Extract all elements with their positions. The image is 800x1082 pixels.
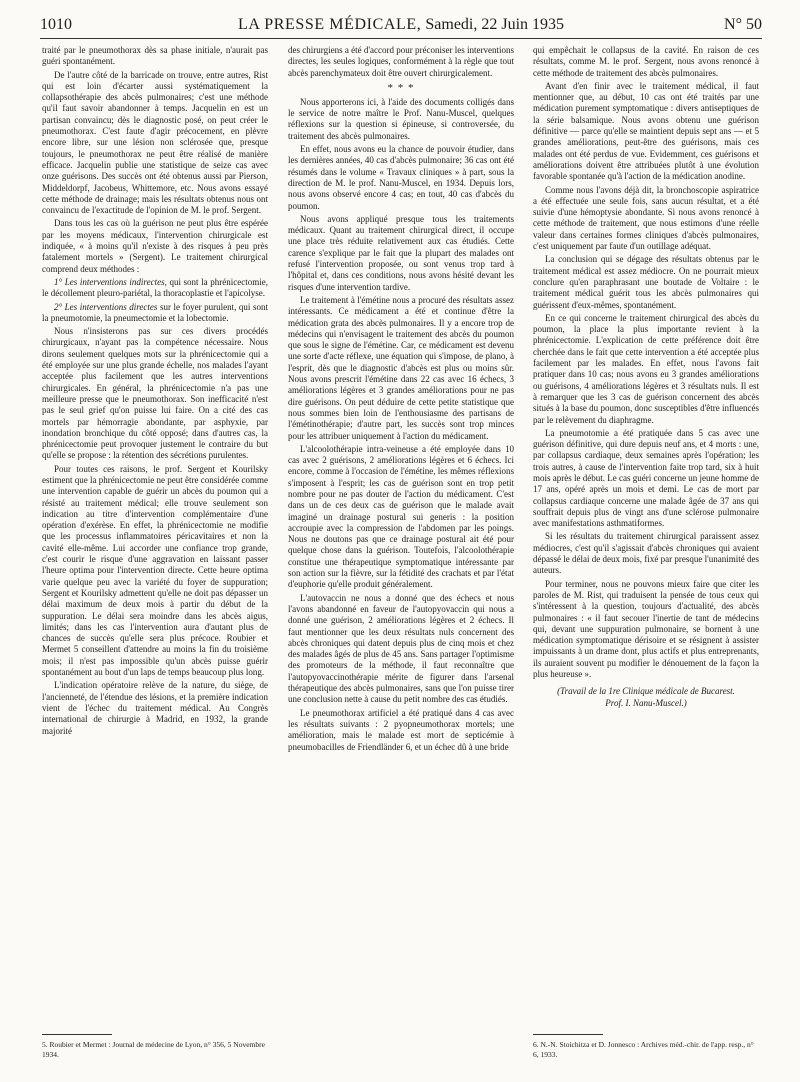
paragraph: Pour terminer, nous ne pouvons mieux faire que citer les paroles de M. Rist, qui traduisent la pensée de tous ceux qui s'intéressent à la question, toujours d'actualité, des abcès pulmonaires : « il faut secouer l'inertie de tant de médecins qui, devant une suppuration pulmonaire, se bornent à une médication symptomatique dérisoire et se résignent à assister impuissants à un drame dont, plus actifs et plus entreprenants, ils auraient souvent pu modifier le dénouement de la façon la plus heureuse ». [533, 578, 759, 680]
paragraph: En ce qui concerne le traitement chirurgical des abcès du poumon, la place la plus importante revient à la phrénicectomie. L'explication de cette préférence doit être cherchée dans le fait que cette intervention a été acceptée plus facilement par les malades. En effet, nous l'avons fait pratiquer dans 10 cas; nous avons eu 3 grandes améliorations ou guérisons, 4 améliorations légères et 3 résultats nuls. Il est à remarquer que les 3 cas de guérison concernent des abcès situés à la base du poumon, donc susceptibles d'être influencés par le relèvement du diaphragme. [533, 312, 759, 425]
paragraph: En effet, nous avons eu la chance de pouvoir étudier, dans les dernières années, 40 cas d'abcès pulmonaire; 36 cas ont été résumés dans le volume « Travaux cliniques » à part, sous la direction de M. le prof. Nanu-Muscel, en 1934. Depuis lors, nous avons observé encore 4 cas; en tout, 40 cas d'abcès du poumon. [288, 144, 514, 211]
paragraph: traité par le pneumothorax dès sa phase initiale, n'aurait pas guéri spontanément. [42, 45, 268, 67]
page-header [40, 14, 762, 36]
paragraph: L'indication opératoire relève de la nature, du siège, de l'ancienneté, de l'étendue des lésions, et la première indication vient de l'échec du traitement médical. Au Congrès international de chirurgie à Madrid, en 1932, la grande majorité [42, 680, 268, 736]
section-separator: * * * [387, 81, 415, 94]
paragraph: Si les résultats du traitement chirurgical paraissent assez médiocres, c'est qu'il s'agissait d'abcès chroniques qui avaient dépassé le délai de deux mois, fixé par presque l'unanimité des auteurs. [533, 531, 759, 576]
paragraph: Nous apporterons ici, à l'aide des documents colligés dans le service de notre maître le Prof. Nanu-Muscel, quelques réflexions sur la question si épineuse, si controversée, du traitement des abcès pulmonaires. [288, 96, 514, 141]
paragraph: La conclusion qui se dégage des résultats obtenus par le traitement médical est assez médiocre. On ne pourrait mieux conclure qu'en paraphrasant une boutade de Voltaire : le traitement médical guérit tous les abcès pulmonaires qui guérissent d'eux-mêmes, spontanément. [533, 254, 759, 310]
column-left [42, 45, 268, 739]
paragraph: Dans tous les cas où la guérison ne peut plus être espérée par les moyens médicaux, l'intervention chirurgicale est indiquée, « à moins qu'il n'existe à des risques à peu près fatalement mortels » (Sergent). Le traitement chirurgical comprend deux méthodes : [42, 218, 268, 274]
paragraph: Comme nous l'avons déjà dit, la bronchoscopie aspiratrice a été effectuée une seule fois, sans aucun résultat, et a été suivie d'une hémoptysie abondante. Si nous avons renoncé à cette méthode de traitement, que nous estimons d'une réelle valeur dans certaines formes cliniques d'abcès pulmonaires, c'est uniquement par faute d'un outillage adéquat. [533, 184, 759, 252]
footnote-6: 6. N.-N. Stoichitza et D. Jonnesco : Archives méd.-chir. de l'app. resp., n° 6, 1933. [533, 1040, 754, 1059]
paragraph: De l'autre côté de la barricade on trouve, entre autres, Rist qui est loin d'écarter aussi systématiquement la collapsothérapie des abcès pulmonaires; c'est une méthode qu'il faut savoir abandonner à temps. Jacquelin en est un partisan convaincu; dès le diagnostic posé, on peut créer le pneumothorax. C'est faute d'agir précocement, en plèvre encore libre, sur une lésion non sclérosée que, presque toujours, le pneumothorax ne peut être réalisé de manière efficace. Jacquelin publie une statistique de seize cas avec onze guérisons. Des succès ont été obtenus aussi par Pierson, Middeldorpf, Jacobeus, Whittemore, etc. Nous avons essayé cette méthode de drainage; mais les résultats obtenus nous ont convaincu de l'exactitude de l'opinion de M. le prof. Sergent. [42, 69, 268, 216]
column-right [533, 45, 759, 711]
header-rule [40, 38, 762, 39]
paragraph: Avant d'en finir avec le traitement médical, il faut mentionner que, au début, 10 cas ont été traités par une médication purement symptomatique : divers antiseptiques de la série balsamique. Nous avons obtenu une guérison définitive — parce qu'elle se maintient depuis sept ans — et 5 grandes améliorations, peut-être des guérisons, mais ces malades ont été perdus de vue. Evidemment, ces guérisons et améliorations doivent être attribuées plutôt à une évolution favorable spontanée qu'à l'action de la médication anodine. [533, 80, 759, 182]
paragraph: La pneumotomie a été pratiquée dans 5 cas avec une guérison définitive, qui dure depuis neuf ans, et 4 morts : une, par collapsus cardiaque, deux semaines après l'opération; les trois autres, à cause de l'intervention faite trop tard, six à huit mois après le début. Le cas guéri concerne un jeune homme de 17 ans, opéré après un mois et demi. Le cas de mort par collapsus cardiaque concerne une malade âgée de 37 ans qui souffrait depuis plus de vingt ans d'une sclérose pulmonaire avec manifestations asthmatiformes. [533, 427, 759, 529]
issue-number: N° 50 [724, 16, 762, 33]
issue-date: Samedi, 22 Juin 1935 [425, 16, 565, 33]
paragraph: Le pneumothorax artificiel a été pratiqué dans 4 cas avec les résultats suivants : 2 pyopneumothorax mortels; une amélioration, mais le malade est mort de septicémie à pneumobacilles de Friendländer 6, et un échec dû à une bride [288, 707, 514, 752]
page-number: 1010 [40, 16, 72, 33]
signature-affiliation: (Travail de la 1re Clinique médicale de Bucarest. [557, 686, 735, 697]
page-title [40, 14, 762, 36]
footnote-rule [42, 1034, 112, 1035]
footnote-5: 5. Roubier et Mermet : Journal de médecine de Lyon, n° 356, 5 Novembre 1934. [42, 1040, 265, 1059]
list-item-text: qui sont la phrénicectomie, le décollement pleuro-pariétal, la thoracoplastie et l'apicolyse. [42, 276, 268, 299]
list-item-title: 2° Les interventions directes [54, 301, 158, 312]
paragraph: Pour toutes ces raisons, le prof. Sergent et Kourilsky estiment que la phrénicectomie ne peut être considérée comme une intervention capable de guérir un abcès du poumon qui a résisté au traitement médical; elle trouve seulement son indication au titre d'intervention complémentaire d'une opération d'exérèse. En effet, la phrénicectomie ne modifie que les processus inflammatoires péricavitaires et non la cavité elle-même. Lui accorder une confiance trop grande, c'est courir le risque d'une aggravation en laissant passer l'heure optima pour l'intervention directe. Cette heure optima varie quelque peu avec la variété du foyer de suppuration; Sergent et Kourilsky admettent qu'elle ne doit pas dépasser un délai maximum de deux mois à partir du début de la suppuration. Le délai sera moindre dans les abcès aigus, limités; dans les cas l'intervention aura d'autant plus de chances de succès qu'elle sera plus précoce. Roubier et Mermet 5 conseillent d'attendre au moins la fin du troisième mois; il n'est pas impossible qu'un abcès puisse guérir spontanément au bout d'un laps de temps beaucoup plus long. [42, 463, 268, 678]
list-item [42, 277, 268, 300]
paragraph: des chirurgiens a été d'accord pour préconiser les interventions directes, les seules logiques, conformément à la règle que tout abcès parenchymateux doit être ouvert chirurgicalement. [288, 45, 514, 78]
signature-block [533, 686, 759, 709]
signature-author: Prof. I. Nanu-Muscel.) [605, 697, 687, 708]
list-item-text: sur le foyer purulent, qui sont la pneumotomie, la pneumectomie et la lobectomie. [42, 301, 268, 323]
journal-name: LA PRESSE MÉDICALE, [237, 16, 422, 33]
list-item-title: 1° Les interventions indirectes, [54, 276, 167, 287]
paragraph: Nous avons appliqué presque tous les traitements médicaux. Quant au traitement chirurgical direct, il occupe une place très réduite relativement aux cas étudiés. Cette carence s'explique par le fait que la plupart des malades ont refusé l'intervention proposée, ou sont venus trop tard à l'hôpital et, dans ces conditions, nous avons hésité devant les risques d'une intervention tardive. [288, 213, 514, 292]
column-middle [288, 45, 514, 755]
paragraph: Le traitement à l'émétine nous a procuré des résultats assez intéressants. Ce médicament a été et continue d'être la médication grata des abcès pulmonaires. Il y a encore trop de médecins qui n'envisagent le traitement des abcès du poumon que sous le signe de l'émétine. Car, ce médicament est devenu une sorte d'acte réflexe, une équation qui s'impose, de plano, à l'esprit, dès que le diagnostic d'abcès est plus ou moins sûr. Nous avons prescrit l'émétine dans 22 cas avec 16 échecs, 3 améliorations légères et 3 grandes améliorations pour ne pas dire guérisons. On peut déduire de cette petite statistique que nous sommes bien loin de l'enthousiasme des partisans de l'émétinothérapie; d'autre part, les succès sont trop minces pour les attribuer uniquement à l'action du médicament. [288, 294, 514, 441]
list-item [42, 302, 268, 325]
paragraph: L'autovaccin ne nous a donné que des échecs et nous l'avons abandonné en faveur de l'autopyovaccin qui nous a donné une guérison, 2 améliorations légères et 2 échecs. Il faut mentionner que les deux résultats nuls concernent des abcès chroniques qui datent depuis plus de cinq mois et chez des malades âgés de plus de 45 ans. Sans partager l'optimisme des promoteurs de la méthode, il faut reconnaître que l'autopyovaccinothérapie mérite de figurer dans l'arsenal thérapeutique des abcès pulmonaires, sans que l'on puisse tirer une conclusion nette à cause du petit nombre des cas étudiés. [288, 592, 514, 705]
paragraph: qui empêchait le collapsus de la cavité. En raison de ces résultats, comme M. le prof. Sergent, nous avons renoncé à cette méthode de traitement des abcès pulmonaires. [533, 45, 759, 78]
footnote-rule [533, 1034, 603, 1035]
paragraph: L'alcoolothérapie intra-veineuse a été employée dans 10 cas avec 2 guérisons, 2 améliorations légères et 6 échecs. Ici encore, comme à l'occasion de l'émétine, les mêmes réflexions s'imposent à l'esprit; les cas de guérison sont en trop petit nombre pour ne pas douter de l'action du médicament. C'est dans un de ces deux cas de guérison que le malade avait imaginé un drainage postural sui generis : la position accroupie avec la compression de l'abdomen par les poings. Nous ne doutons pas que ce drainage postural ait été pour quelque chose dans la guérison. Toutefois, l'alcoolothérapie constitue une thérapeutique symptomatique intéressante par son action sur la fièvre, sur la fétidité des crachats et par l'état d'euphorie qu'elle produit généralement. [288, 443, 514, 590]
paragraph: Nous n'insisterons pas sur ces divers procédés chirurgicaux, n'ayant pas la compétence nécessaire. Nous dirons seulement quelques mots sur la phrénicectomie qui a été employée sur une plus grande échelle, nos malades l'ayant acceptée plus facilement que les autres interventions chirurgicales. En général, la phrénicectomie n'a pas une meilleure presse que le pneumothorax. Son inefficacité n'est pas le seul grief qu'on puisse lui faire. On a cité des cas mortels par hémorragie abondante, par asphyxie, par inondation bronchique du côté opposé; dans d'autres cas, la phrénicectomie peut provoquer justement le contraire du but qu'elle se propose : la rétention des sécrétions purulentes. [42, 326, 268, 461]
